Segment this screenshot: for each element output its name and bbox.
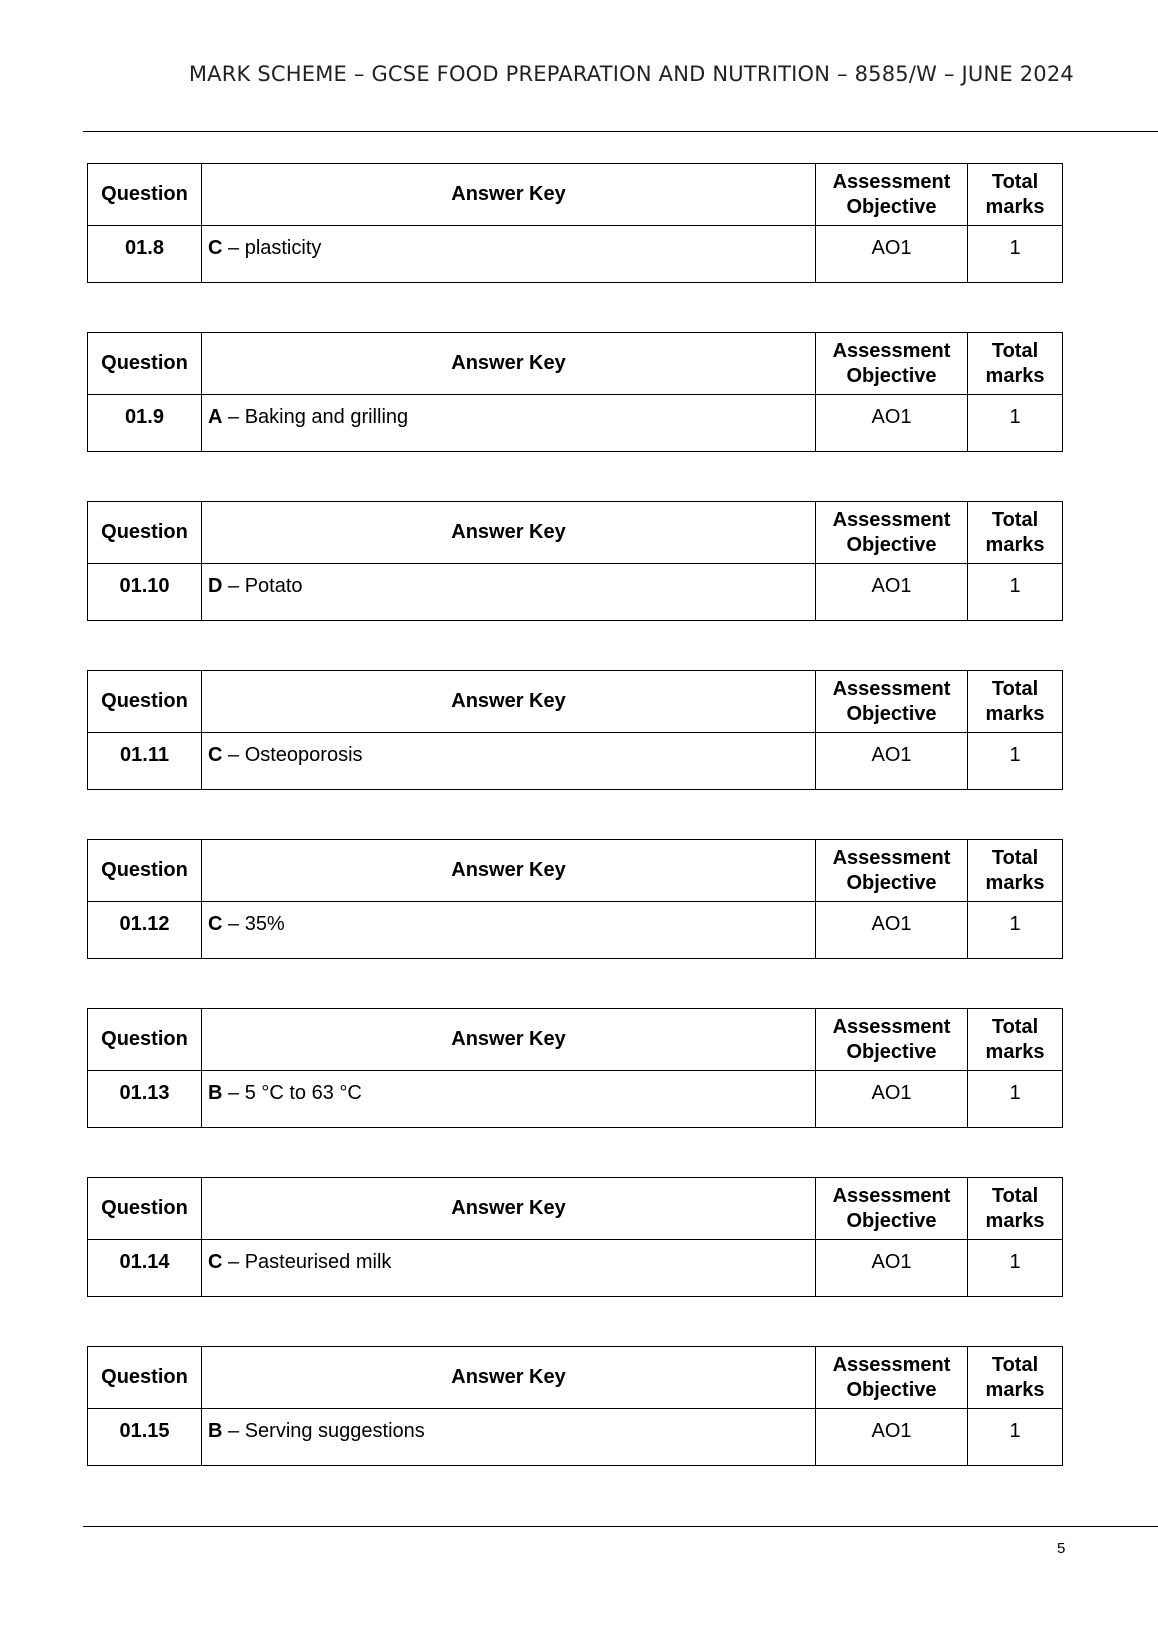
table-header-row (88, 671, 1063, 733)
page-number: 5 (1057, 1540, 1066, 1557)
answer-key-header: Answer Key (202, 1009, 816, 1071)
table-row (88, 226, 1063, 283)
question-number: 01.13 (88, 1071, 202, 1128)
table-header-row (88, 333, 1063, 395)
table-header-row (88, 1347, 1063, 1409)
total-marks-header: Total marks (968, 671, 1063, 733)
mark-table (87, 670, 1063, 790)
page-header-title: MARK SCHEME – GCSE FOOD PREPARATION AND NUTRITION – 8585/W – JUNE 2024 (188, 62, 1074, 86)
answer-key (202, 395, 816, 452)
mark-table (87, 839, 1063, 959)
answer-text: – Baking and grilling (222, 406, 409, 428)
question-header: Question (88, 840, 202, 902)
table-header-row (88, 840, 1063, 902)
answer-key-header: Answer Key (202, 840, 816, 902)
answer-key (202, 226, 816, 283)
assessment-objective-header: Assessment Objective (816, 671, 968, 733)
assessment-objective-header: Assessment Objective (816, 333, 968, 395)
total-marks-header: Total marks (968, 1178, 1063, 1240)
total-marks-header: Total marks (968, 1347, 1063, 1409)
answer-key-header: Answer Key (202, 1347, 816, 1409)
assessment-objective: AO1 (816, 733, 968, 790)
total-marks: 1 (968, 1071, 1063, 1128)
mark-table (87, 163, 1063, 283)
table-row (88, 395, 1063, 452)
total-marks: 1 (968, 395, 1063, 452)
assessment-objective: AO1 (816, 395, 968, 452)
answer-letter: C (208, 744, 223, 766)
total-marks: 1 (968, 1240, 1063, 1297)
answer-key (202, 1240, 816, 1297)
question-header: Question (88, 502, 202, 564)
question-number: 01.12 (88, 902, 202, 959)
total-marks-header: Total marks (968, 164, 1063, 226)
answer-key-header: Answer Key (202, 333, 816, 395)
answer-key-header: Answer Key (202, 1178, 816, 1240)
mark-table (87, 501, 1063, 621)
assessment-objective: AO1 (816, 564, 968, 621)
total-marks-header: Total marks (968, 840, 1063, 902)
table-header-row (88, 164, 1063, 226)
answer-text: – Potato (222, 575, 303, 597)
answer-text: – Osteoporosis (222, 744, 363, 766)
answer-letter: C (208, 237, 223, 259)
answer-letter: C (208, 1251, 223, 1273)
question-header: Question (88, 1178, 202, 1240)
assessment-objective-header: Assessment Objective (816, 502, 968, 564)
question-header: Question (88, 164, 202, 226)
answer-key (202, 1071, 816, 1128)
mark-scheme-tables (87, 163, 1062, 1515)
total-marks-header: Total marks (968, 333, 1063, 395)
assessment-objective: AO1 (816, 1240, 968, 1297)
table-row (88, 1071, 1063, 1128)
header-divider (83, 131, 1158, 132)
question-number: 01.11 (88, 733, 202, 790)
total-marks-header: Total marks (968, 502, 1063, 564)
question-header: Question (88, 1009, 202, 1071)
footer-divider (83, 1526, 1158, 1527)
answer-text: – Pasteurised milk (222, 1251, 392, 1273)
answer-text: – plasticity (222, 237, 322, 259)
question-number: 01.14 (88, 1240, 202, 1297)
table-header-row (88, 502, 1063, 564)
mark-table (87, 1008, 1063, 1128)
table-row (88, 564, 1063, 621)
assessment-objective-header: Assessment Objective (816, 840, 968, 902)
question-header: Question (88, 1347, 202, 1409)
answer-letter: B (208, 1420, 223, 1442)
answer-text: – 5 °C to 63 °C (222, 1082, 362, 1104)
answer-letter: D (208, 575, 223, 597)
question-header: Question (88, 671, 202, 733)
question-header: Question (88, 333, 202, 395)
answer-key-header: Answer Key (202, 671, 816, 733)
answer-key (202, 564, 816, 621)
total-marks: 1 (968, 226, 1063, 283)
table-header-row (88, 1178, 1063, 1240)
table-row (88, 1409, 1063, 1466)
answer-letter: A (208, 406, 223, 428)
total-marks: 1 (968, 1409, 1063, 1466)
answer-text: – Serving suggestions (222, 1420, 425, 1442)
table-row (88, 902, 1063, 959)
table-row (88, 1240, 1063, 1297)
table-row (88, 733, 1063, 790)
question-number: 01.10 (88, 564, 202, 621)
assessment-objective-header: Assessment Objective (816, 164, 968, 226)
total-marks-header: Total marks (968, 1009, 1063, 1071)
answer-key-header: Answer Key (202, 164, 816, 226)
question-number: 01.15 (88, 1409, 202, 1466)
total-marks: 1 (968, 733, 1063, 790)
table-header-row (88, 1009, 1063, 1071)
assessment-objective: AO1 (816, 1409, 968, 1466)
answer-letter: C (208, 913, 223, 935)
question-number: 01.9 (88, 395, 202, 452)
answer-key (202, 902, 816, 959)
answer-key (202, 733, 816, 790)
answer-key-header: Answer Key (202, 502, 816, 564)
assessment-objective-header: Assessment Objective (816, 1178, 968, 1240)
assessment-objective: AO1 (816, 226, 968, 283)
assessment-objective: AO1 (816, 1071, 968, 1128)
mark-table (87, 1346, 1063, 1466)
total-marks: 1 (968, 902, 1063, 959)
assessment-objective: AO1 (816, 902, 968, 959)
answer-letter: B (208, 1082, 223, 1104)
total-marks: 1 (968, 564, 1063, 621)
answer-text: – 35% (222, 913, 285, 935)
question-number: 01.8 (88, 226, 202, 283)
assessment-objective-header: Assessment Objective (816, 1009, 968, 1071)
answer-key (202, 1409, 816, 1466)
assessment-objective-header: Assessment Objective (816, 1347, 968, 1409)
mark-table (87, 332, 1063, 452)
mark-table (87, 1177, 1063, 1297)
